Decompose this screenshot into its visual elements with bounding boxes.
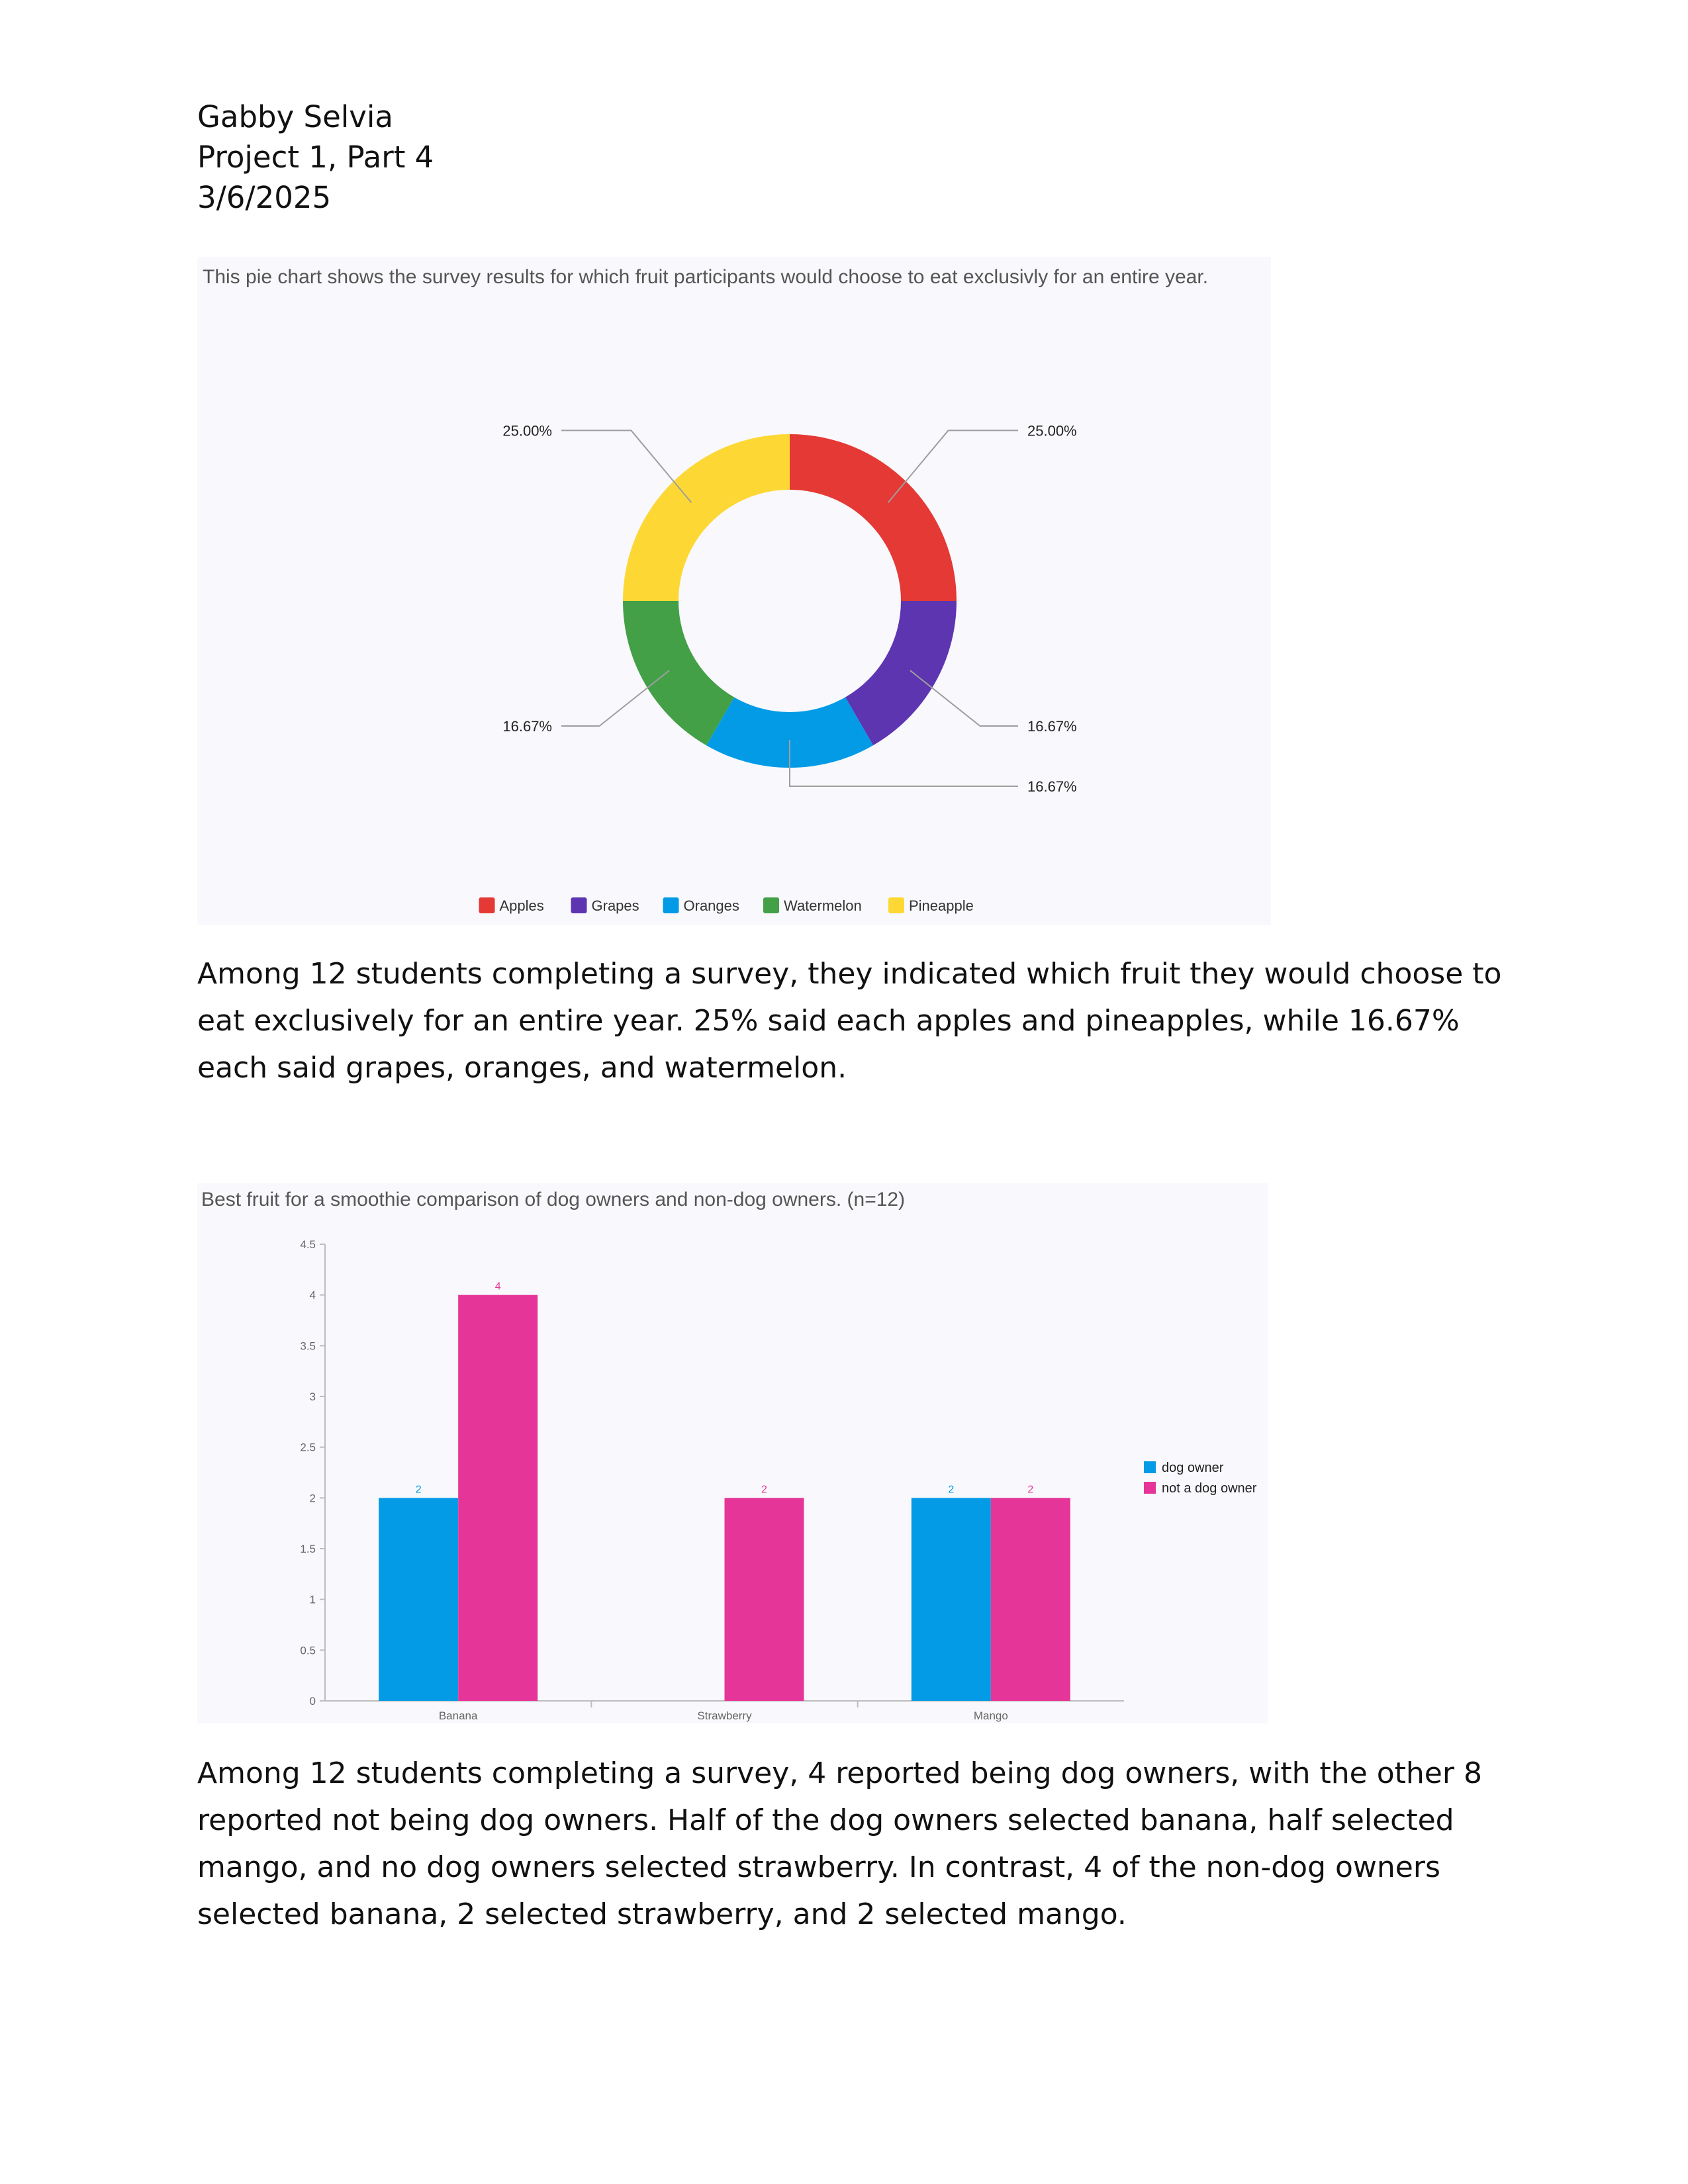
legend-label-watermelon: Watermelon [784, 897, 862, 914]
legend-swatch-oranges [663, 897, 679, 913]
legend-label-dog-owner: dog owner [1162, 1461, 1224, 1475]
donut-slice-apples [790, 434, 957, 601]
donut-slice-watermelon [623, 601, 734, 745]
bar-dog-owner-banana [379, 1498, 458, 1701]
legend-swatch-grapes [571, 897, 587, 913]
document-header [197, 97, 434, 218]
donut-chart-title: This pie chart shows the survey results for which fruit participants would choose to eat exclusivly for an entire year. [203, 266, 1209, 288]
bar-value-label: 2 [948, 1484, 955, 1496]
pie-summary-paragraph: Among 12 students completing a survey, they indicated which fruit they would choose to eat exclusively for an entire year. 25% said each apples and pineapples, while 16.67% each said grapes, oranges, and watermelon. [197, 957, 1502, 1085]
x-tick-label-mango: Mango [973, 1709, 1008, 1722]
bar-value-label: 2 [761, 1484, 767, 1496]
y-tick-label: 0 [309, 1695, 316, 1707]
donut-chart-panel [197, 257, 1271, 925]
x-tick-label-banana: Banana [438, 1709, 478, 1722]
donut-value-label: 25.00% [1027, 422, 1077, 439]
y-tick-label: 1.5 [300, 1543, 316, 1555]
y-tick-label: 3 [309, 1390, 316, 1403]
y-tick-label: 2.5 [300, 1441, 316, 1454]
bar-not-a-dog-owner-banana [458, 1295, 538, 1701]
y-tick-label: 1 [309, 1593, 316, 1606]
bar-chart-title: Best fruit for a smoothie comparison of dog owners and non-dog owners. (n=12) [201, 1189, 906, 1210]
bar-chart [197, 1183, 1268, 1723]
y-tick-label: 4 [309, 1289, 316, 1302]
bar-value-label: 4 [494, 1281, 501, 1293]
legend-swatch-pineapple [888, 897, 904, 913]
legend-label-oranges: Oranges [683, 897, 739, 914]
y-tick-label: 0.5 [300, 1644, 316, 1657]
y-tick-label: 2 [309, 1492, 316, 1505]
legend-swatch-dog-owner [1144, 1461, 1156, 1473]
y-tick-label: 3.5 [300, 1340, 316, 1353]
project-title: Project 1, Part 4 [197, 140, 434, 175]
legend-swatch-not-a-dog-owner [1144, 1482, 1156, 1494]
bar-not-a-dog-owner-strawberry [725, 1498, 804, 1701]
document-date: 3/6/2025 [197, 180, 332, 215]
legend-label-not-a-dog-owner: not a dog owner [1162, 1481, 1257, 1496]
legend-swatch-apples [479, 897, 495, 913]
donut-value-label: 16.67% [1027, 717, 1077, 735]
legend-label-grapes: Grapes [591, 897, 639, 914]
bar-summary-paragraph: Among 12 students completing a survey, 4 reported being dog owners, with the other 8 reported not being dog owners. Half of the dog owners selected banana, half selected mango, and no dog owners selected strawberry. In contrast, 4 of the non-dog owners selected banana, 2 selected strawberry, and 2 selected mango. [197, 1756, 1482, 1931]
x-tick-label-strawberry: Strawberry [697, 1709, 752, 1722]
donut-value-label: 25.00% [502, 422, 552, 439]
donut-value-label: 16.67% [502, 717, 552, 735]
donut-value-label: 16.67% [1027, 778, 1077, 795]
bar-value-label: 2 [1027, 1484, 1034, 1496]
author-name: Gabby Selvia [197, 99, 393, 134]
legend-label-apples: Apples [499, 897, 544, 914]
donut-slice-grapes [845, 601, 957, 745]
y-tick-label: 4.5 [300, 1238, 316, 1251]
bar-dog-owner-mango [912, 1498, 991, 1701]
legend-swatch-watermelon [763, 897, 779, 913]
donut-slice-pineapple [623, 434, 790, 601]
donut-chart [197, 257, 1271, 925]
bar-not-a-dog-owner-mango [991, 1498, 1070, 1701]
bar-chart-panel [197, 1183, 1268, 1723]
legend-label-pineapple: Pineapple [909, 897, 974, 914]
bar-value-label: 2 [415, 1484, 422, 1496]
